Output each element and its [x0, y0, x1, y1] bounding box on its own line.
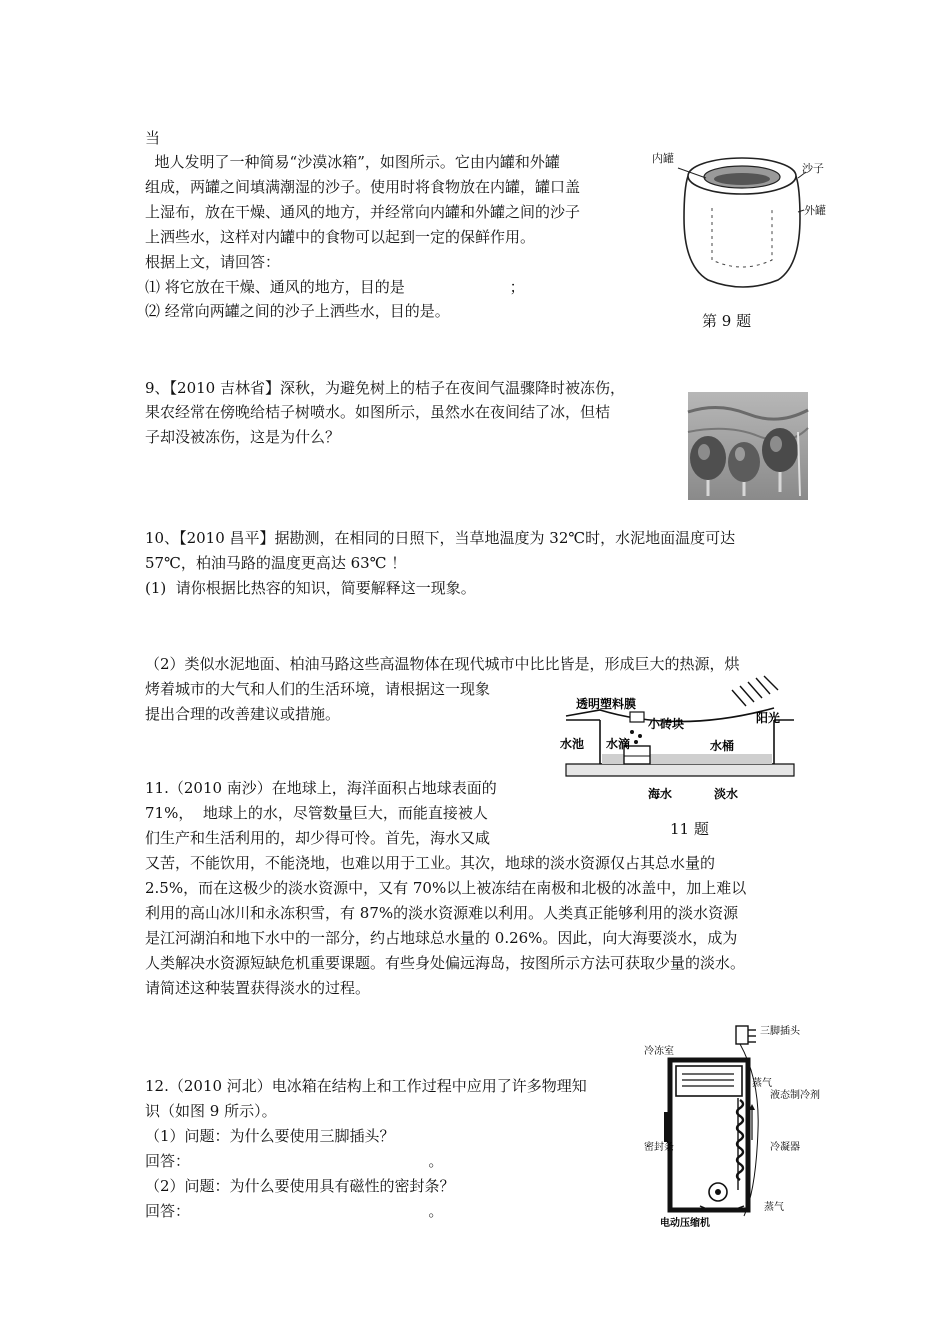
film-label: 透明塑料膜: [576, 697, 637, 711]
seal-strip-label: 密封条: [644, 1142, 674, 1153]
refrigerator-figure: [640, 1020, 820, 1230]
vapor-top-label: 蒸气: [752, 1078, 772, 1089]
plug-label: 三脚插头: [760, 1026, 800, 1037]
text-line: 71%， 地球上的水，尽管数量巨大，而能直接被人: [145, 804, 488, 822]
text-line: 12.（2010 河北）电冰箱在结构上和工作过程中应用了许多物理知: [145, 1077, 587, 1095]
condenser-label: 冷凝器: [770, 1142, 800, 1153]
text-line: 当: [145, 129, 161, 147]
text-line: 人类解决水资源短缺危机重要课题。有些身处偏远海岛，按图所示方法可获取少量的淡水。: [145, 954, 746, 972]
desert-fridge-figure: [648, 148, 838, 308]
text-line: 9、【2010 吉林省】深秋，为避免树上的桔子在夜间气温骤降时被冻伤，: [145, 379, 625, 397]
text-line: 烤着城市的大气和人们的生活环境，请根据这一现象: [145, 680, 491, 698]
outer-jar-label: 外罐: [804, 204, 826, 217]
text-line: 们生产和生活利用的，却少得可怜。首先，海水又咸: [145, 829, 491, 847]
sunlight-label: 阳光: [756, 711, 781, 725]
text-line: 是江河湖泊和地下水中的一部分，约占地球总水量的 0.26%。因此，向大海要淡水，成为: [145, 929, 738, 947]
text-line: 11.（2010 南沙）在地球上，海洋面积占地球表面的: [145, 779, 497, 797]
liquid-refrigerant-label: 液态制冷剂: [770, 1090, 820, 1101]
solar-still-figure: [560, 676, 800, 816]
text-line: 根据上文，请回答：: [145, 253, 281, 271]
text-line: 果农经常在傍晚给桔子树喷水。如图所示，虽然水在夜间结了冰，但桔: [145, 403, 611, 421]
text-line: 2.5%，而在这极少的淡水资源中，又有 70%以上被冻结在南极和北极的冰盖中，加上难以: [145, 879, 747, 897]
pool-label: 水池: [560, 737, 585, 751]
text-line: 组成，两罐之间填满潮湿的沙子。使用时将食物放在内罐，罐口盖: [145, 178, 581, 196]
question-9-2: ⑵ 经常向两罐之间的沙子上洒些水，目的是。: [145, 302, 450, 320]
seawater-label: 海水: [648, 787, 673, 801]
compressor-label: 电动压缩机: [660, 1218, 710, 1229]
figure-caption: 11 题: [670, 820, 709, 838]
text-line: 10、【2010 昌平】据勘测，在相同的日照下，当草地温度为 32℃时，水泥地面温度可达: [145, 529, 736, 547]
question-12-1: （1）问题：为什么要使用三脚插头？: [145, 1127, 395, 1145]
bucket-label: 水桶: [710, 739, 735, 753]
sand-label: 沙子: [802, 162, 824, 175]
figure-caption: 第 9 题: [702, 312, 752, 330]
drop-label: 水滴: [606, 737, 631, 751]
text-line: 请简述这种装置获得淡水的过程。: [145, 979, 371, 997]
frozen-oranges-photo: [688, 392, 808, 500]
text-line: 上洒些水，这样对内罐中的食物可以起到一定的保鲜作用。: [145, 228, 536, 246]
freshwater-label: 淡水: [714, 787, 739, 801]
text-line: 利用的高山冰川和永冻积雪，有 87%的淡水资源难以利用。人类真正能够利用的淡水资源: [145, 904, 739, 922]
answer-12-2: 回答： 。: [145, 1202, 444, 1220]
text-line: 子却没被冻伤，这是为什么？: [145, 428, 341, 446]
text-line: 提出合理的改善建议或措施。: [145, 705, 341, 723]
answer-12-1: 回答： 。: [145, 1152, 444, 1170]
text-line: 识（如图 9 所示）。: [145, 1102, 277, 1120]
text-line: （2）类似水泥地面、柏油马路这些高温物体在现代城市中比比皆是，形成巨大的热源，烘: [145, 655, 740, 673]
text-line: 上湿布，放在干燥、通风的地方，并经常向内罐和外罐之间的沙子: [145, 203, 581, 221]
text-line: 地人发明了一种简易“沙漠冰箱”，如图所示。它由内罐和外罐: [145, 153, 560, 171]
brick-label: 小砖块: [648, 717, 685, 731]
question-12-2: （2）问题：为什么要使用具有磁性的密封条？: [145, 1177, 455, 1195]
text-line: 又苦，不能饮用，不能浇地，也难以用于工业。其次，地球的淡水资源仅占其总水量的: [145, 854, 716, 872]
freezer-label: 冷冻室: [644, 1046, 674, 1057]
text-line: 57℃，柏油马路的温度更高达 63℃ ！: [145, 554, 407, 572]
question-9-1: ⑴ 将它放在干燥、通风的地方，目的是 ；: [145, 278, 525, 296]
inner-jar-label: 内罐: [652, 152, 674, 165]
text-line: (1) 请你根据比热容的知识，简要解释这一现象。: [145, 579, 476, 597]
vapor-bottom-label: 蒸气: [764, 1202, 784, 1213]
